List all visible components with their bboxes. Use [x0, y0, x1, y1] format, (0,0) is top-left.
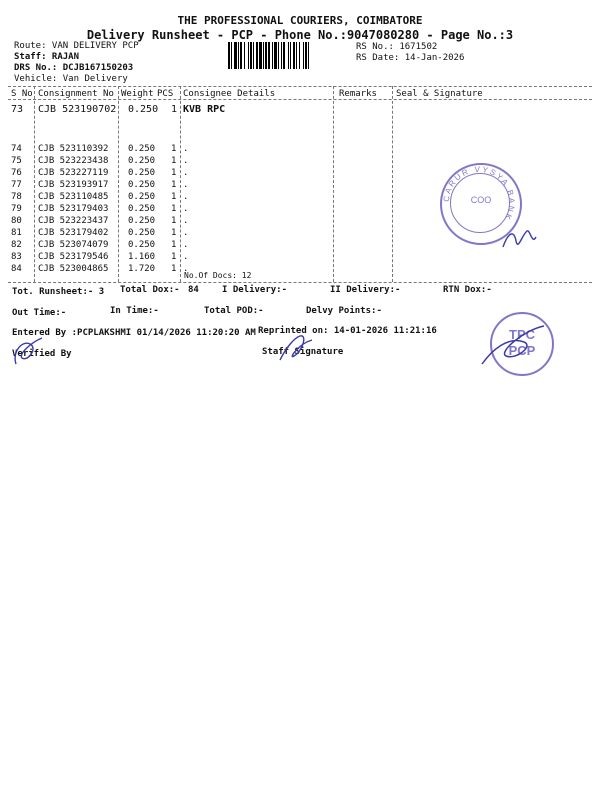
- cell-sno: 84: [11, 264, 22, 274]
- cell-sno: 79: [11, 204, 22, 214]
- cell-consignee: .: [183, 144, 189, 154]
- cell-consignee: .: [183, 180, 189, 190]
- table-row: [0, 264, 600, 276]
- cell-sno: 73: [11, 104, 24, 115]
- cell-consignee: .: [183, 240, 189, 250]
- cell-pcs: 1: [171, 144, 177, 154]
- cell-consignee: .: [183, 204, 189, 214]
- route-label: Route: VAN DELIVERY PCP: [14, 41, 139, 51]
- runsheet-title: Delivery Runsheet - PCP - Phone No.:9047080280 - Page No.:3: [86, 28, 514, 42]
- cell-weight: 0.250: [128, 216, 156, 226]
- table-row: [0, 104, 600, 116]
- cell-consignee: .: [183, 264, 189, 274]
- cell-sno: 83: [11, 252, 22, 262]
- rs-date: RS Date: 14-Jan-2026: [356, 53, 465, 63]
- out-time: Out Time:-: [12, 308, 67, 318]
- cell-pcs: 1: [171, 228, 177, 238]
- tpc-stamp-line2: PCP: [508, 343, 536, 358]
- i-delivery: I Delivery:-: [222, 285, 288, 295]
- cell-pcs: 1: [171, 104, 178, 115]
- cell-consignment: CJB 523179546: [38, 252, 109, 262]
- cell-pcs: 1: [171, 156, 177, 166]
- staff-signature: [278, 330, 318, 366]
- tot-runsheet: Tot. Runsheet:- 3: [12, 287, 105, 297]
- bank-stamp-center: COO: [470, 195, 492, 205]
- header-weight: Weight: [121, 89, 154, 99]
- cell-consignee: .: [183, 252, 189, 262]
- drs-number: DRS No.: DCJB167150203: [14, 63, 134, 73]
- cell-consignee: .: [183, 228, 189, 238]
- tpc-stamp-line1: TPC: [509, 327, 535, 342]
- cell-consignment: CJB 523179403: [38, 204, 109, 214]
- cell-pcs: 1: [171, 180, 177, 190]
- header-consignee: Consignee Details: [183, 89, 276, 99]
- verified-by-signature: [10, 334, 46, 370]
- cell-consignment: CJB 523110392: [38, 144, 109, 154]
- cell-pcs: 1: [171, 264, 177, 274]
- entered-by: Entered By :PCPLAKSHMI 01/14/2026 11:20:20 AM: [12, 328, 256, 338]
- total-dox-label: Total Dox:-: [120, 285, 180, 295]
- cell-weight: 0.250: [128, 240, 156, 250]
- cell-sno: 76: [11, 168, 22, 178]
- cell-weight: 1.720: [128, 264, 156, 274]
- no-of-docs: No.Of Docs: 12: [184, 271, 252, 280]
- cell-sno: 74: [11, 144, 22, 154]
- cell-sno: 77: [11, 180, 22, 190]
- header-sno: S No: [11, 89, 33, 99]
- cell-consignment: CJB 523223437: [38, 216, 109, 226]
- svg-text:CARUR VYSYA BANK: [442, 165, 516, 223]
- cell-weight: 0.250: [128, 144, 156, 154]
- cell-consignment: CJB 523110485: [38, 192, 109, 202]
- cell-weight: 0.250: [128, 204, 156, 214]
- cell-consignment: CJB 523190702: [38, 104, 117, 115]
- delvy-points: Delvy Points:-: [306, 306, 382, 316]
- total-pod: Total POD:-: [204, 306, 264, 316]
- cell-consignment: CJB 523223438: [38, 156, 109, 166]
- vehicle-label: Vehicle: Van Delivery: [14, 74, 128, 84]
- cell-pcs: 1: [171, 252, 177, 262]
- verified-by: Verified By: [12, 349, 72, 359]
- table-top-rule: [8, 86, 592, 87]
- reprinted-on: Reprinted on: 14-01-2026 11:21:16: [258, 326, 437, 336]
- cell-pcs: 1: [171, 204, 177, 214]
- bank-stamp-text: CARUR VYSYA BANK: [441, 164, 517, 223]
- cell-consignment: CJB 523004865: [38, 264, 109, 274]
- cell-consignment: CJB 523193917: [38, 180, 109, 190]
- ii-delivery: II Delivery:-: [330, 285, 401, 295]
- header-remarks: Remarks: [339, 89, 377, 99]
- cell-pcs: 1: [171, 240, 177, 250]
- tpc-signature: [478, 320, 558, 372]
- total-dox-value: 84: [188, 285, 199, 295]
- cell-weight: 0.250: [128, 168, 156, 178]
- table-row: [0, 144, 600, 156]
- cell-sno: 82: [11, 240, 22, 250]
- rtn-dox: RTN Dox:-: [443, 285, 492, 295]
- cell-sno: 75: [11, 156, 22, 166]
- header-consignment: Consignment No: [38, 89, 114, 99]
- in-time: In Time:-: [110, 306, 159, 316]
- cell-consignee: KVB RPC: [183, 104, 226, 115]
- cell-pcs: 1: [171, 192, 177, 202]
- header-pcs: PCS: [157, 89, 174, 99]
- cell-weight: 1.160: [128, 252, 156, 262]
- rs-number: RS No.: 1671502: [356, 42, 438, 52]
- cell-weight: 0.250: [128, 180, 156, 190]
- cell-sno: 78: [11, 192, 22, 202]
- cell-consignment: CJB 523179402: [38, 228, 109, 238]
- cell-pcs: 1: [171, 168, 177, 178]
- table-header-rule: [8, 99, 592, 100]
- barcode-image: [228, 42, 352, 69]
- header-seal: Seal & Signature: [396, 89, 483, 99]
- cell-consignment: CJB 523074079: [38, 240, 109, 250]
- cell-consignee: .: [183, 156, 189, 166]
- cell-pcs: 1: [171, 216, 177, 226]
- cell-weight: 0.250: [128, 228, 156, 238]
- cell-weight: 0.250: [128, 156, 156, 166]
- cell-consignee: .: [183, 216, 189, 226]
- cell-weight: 0.250: [128, 104, 159, 115]
- cell-consignee: .: [183, 168, 189, 178]
- cell-weight: 0.250: [128, 192, 156, 202]
- staff-label: Staff: RAJAN: [14, 52, 80, 62]
- cell-sno: 81: [11, 228, 22, 238]
- company-title: THE PROFESSIONAL COURIERS, COIMBATORE: [177, 14, 423, 27]
- cell-consignee: .: [183, 192, 189, 202]
- cell-consignment: CJB 523227119: [38, 168, 109, 178]
- table-bottom-rule: [8, 282, 592, 283]
- cell-sno: 80: [11, 216, 22, 226]
- receiver-signature: [500, 225, 540, 255]
- staff-signature-label: Staff Signature: [262, 347, 344, 357]
